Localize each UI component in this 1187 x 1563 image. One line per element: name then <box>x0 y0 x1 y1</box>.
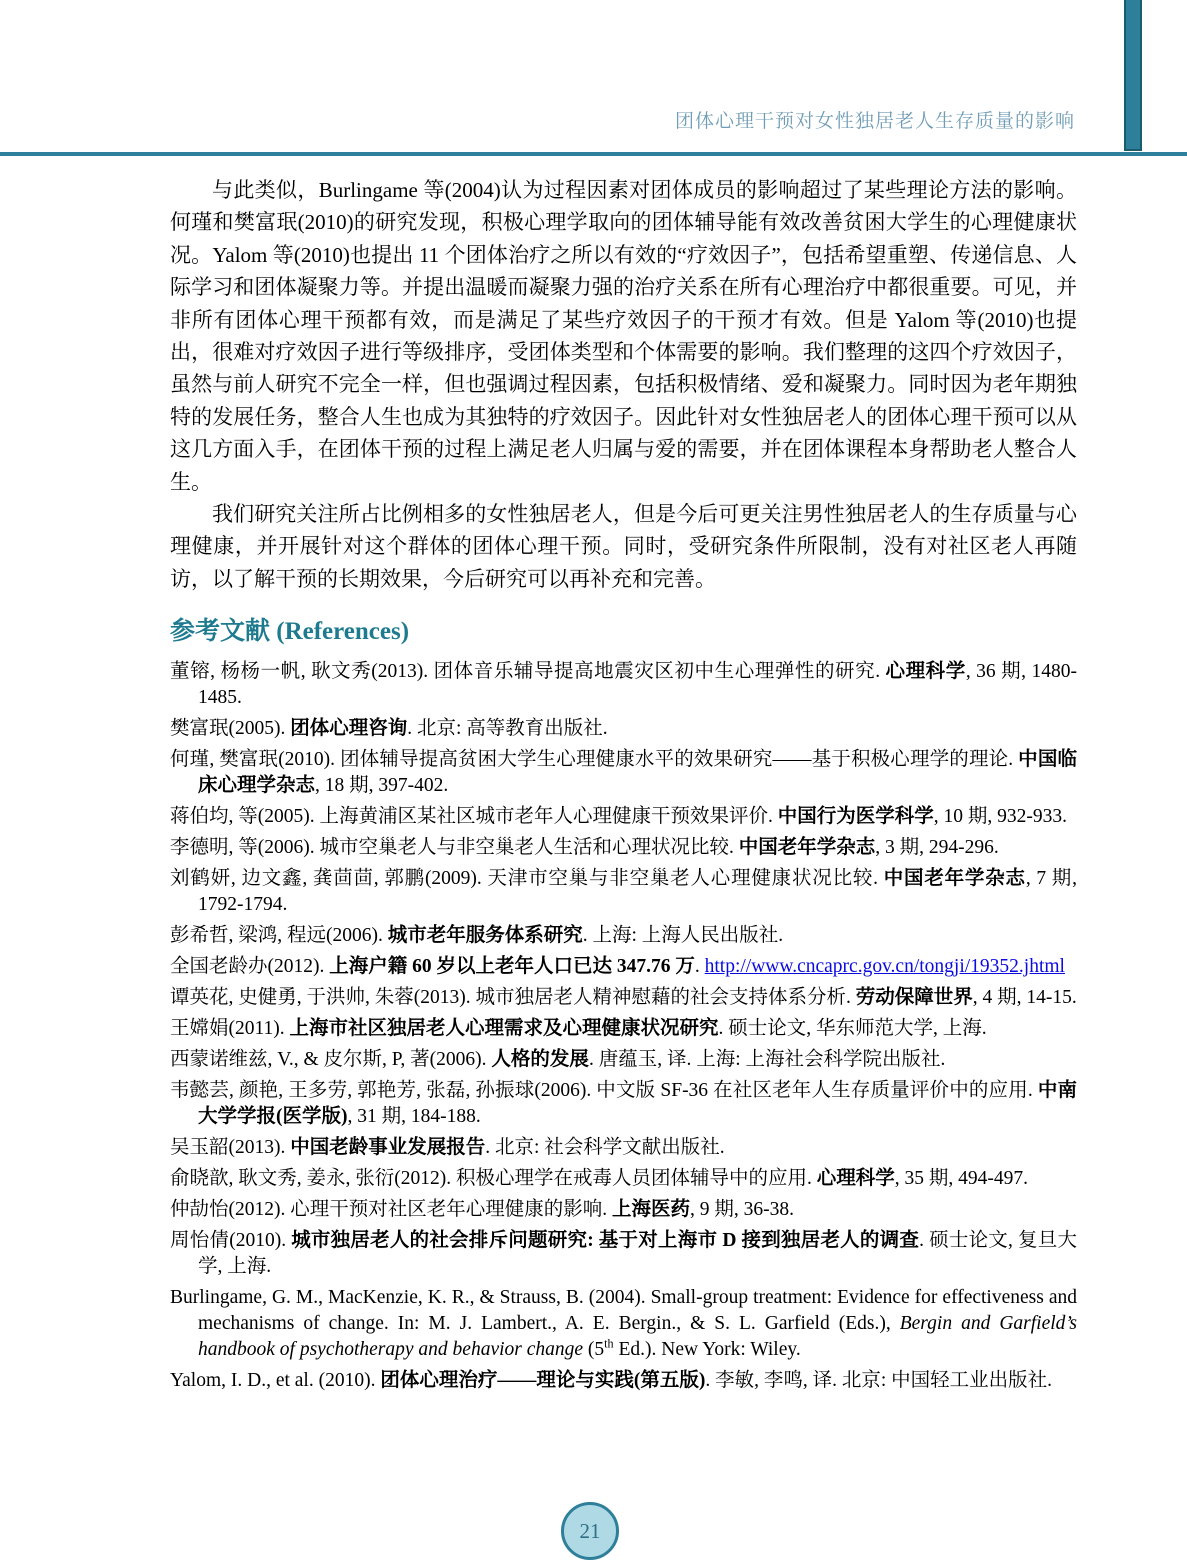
reference-text: 西蒙诺维兹, V., & 皮尔斯, P, 著(2006). <box>170 1049 492 1071</box>
body-paragraph-2: 我们研究关注所占比例相多的女性独居老人，但是今后可更关注男性独居老人的生存质量与心理健康，并开展针对这个群体的团体心理干预。同时，受研究条件所限制，没有对社区老人再随访，以了解干预的长期效果，今后研究可以再补充和完善。 <box>170 502 1077 591</box>
reference-text: 中国老年学杂志 <box>883 868 1026 890</box>
reference-text: 王嫦娟(2011). <box>170 1018 290 1040</box>
reference-text: . 北京: 高等教育出版社. <box>407 718 608 740</box>
reference-item <box>170 1166 1077 1192</box>
reference-item <box>170 1285 1077 1363</box>
page-number-badge <box>561 1502 619 1560</box>
reference-item <box>170 923 1077 949</box>
reference-text: 心理科学 <box>816 1168 895 1190</box>
reference-text: , 35 期, 494-497. <box>894 1168 1029 1190</box>
reference-text: , 3 期, 294-296. <box>875 837 999 859</box>
reference-item <box>170 659 1077 711</box>
reference-text: 李德明, 等(2006). 城市空巢老人与非空巢老人生活和心理状况比较. <box>170 837 739 859</box>
page-content <box>170 174 1077 1399</box>
header-divider-rule <box>0 152 1187 156</box>
reference-text: 中南大学学报(医学版) <box>198 1080 1077 1128</box>
reference-text: 心理科学 <box>885 661 966 683</box>
reference-text: 中国老龄事业发展报告 <box>290 1137 486 1159</box>
reference-text: 城市老年服务体系研究 <box>387 925 583 947</box>
reference-item <box>170 835 1077 861</box>
reference-text: 全国老龄办(2012). <box>170 956 330 978</box>
reference-item <box>170 985 1077 1011</box>
reference-item <box>170 804 1077 830</box>
reference-text: (5 <box>583 1339 605 1361</box>
reference-text: 谭英花, 史健勇, 于洪帅, 朱蓉(2013). 城市独居老人精神慰藉的社会支持体系分析. <box>170 987 856 1009</box>
reference-text: 彭希哲, 梁鸿, 程远(2006). <box>170 925 388 947</box>
reference-text: 董镕, 杨杨一帆, 耿文秀(2013). 团体音乐辅导提高地震灾区初中生心理弹性的研究. <box>170 661 886 683</box>
reference-text: Bergin and Garfield’s handbook of psychotherapy and behavior change <box>198 1313 1077 1361</box>
reference-text: 中国老年学杂志 <box>738 837 876 859</box>
reference-link[interactable]: http://www.cncaprc.gov.cn/tongji/19352.jhtml <box>704 956 1065 978</box>
page-number: 21 <box>579 1518 601 1543</box>
reference-text: 上海市社区独居老人心理需求及心理健康状况研究 <box>289 1018 719 1040</box>
reference-item <box>170 1016 1077 1042</box>
reference-text: , 10 期, 932-933. <box>933 806 1068 828</box>
reference-text: 中国临床心理学杂志 <box>198 749 1077 797</box>
references-list <box>170 659 1077 1394</box>
reference-text-superscript: th <box>604 1336 614 1351</box>
reference-text: , 9 期, 36-38. <box>690 1199 795 1221</box>
reference-text: 刘鹤妍, 边文鑫, 龚茴茴, 郭鹏(2009). 天津市空巢与非空巢老人心理健康状况比较. <box>170 868 884 890</box>
references-heading: 参考文献 (References) <box>170 618 410 646</box>
body-paragraph-1: 与此类似，Burlingame 等(2004)认为过程因素对团体成员的影响超过了某些理论方法的影响。何瑾和樊富珉(2010)的研究发现，积极心理学取向的团体辅导能有效改善贫困大学生的心理健康状况。Yalom 等(2010)也提出 11 个团体治疗之所以有效的“疗效因子”，包括希望重塑、传递信息、人际学习和团体凝聚力等。并提出温暖而凝聚力强的治疗关系在所有心理治疗中都很重要。可见，并非所有团体心理干预都有效，而是满足了某些疗效因子的干预才有效。但是 Yalom 等(2010)也提出，很难对疗效因子进行等级排序，受团体类型和个体需要的影响。我们整理的这四个疗效因子，虽然与前人研究不完全一样，但也强调过程因素，包括积极情绪、爱和凝聚力。同时因为老年期独特的发展任务，整合人生也成为其独特的疗效因子。因此针对女性独居老人的团体心理干预可以从这几方面入手，在团体干预的过程上满足老人归属与爱的需要，并在团体课程本身帮助老人整合人生。 <box>170 178 1077 494</box>
reference-text: 何瑾, 樊富珉(2010). 团体辅导提高贫困大学生心理健康水平的效果研究——基于积极心理学的理论. <box>170 749 1019 771</box>
reference-text: 团体心理治疗——理论与实践(第五版) <box>380 1370 706 1392</box>
reference-item <box>170 1197 1077 1223</box>
reference-text: 蒋伯均, 等(2005). 上海黄浦区某社区城市老年人心理健康干预效果评价. <box>170 806 778 828</box>
page-corner-bar <box>1124 0 1142 151</box>
reference-text: 城市独居老人的社会排斥问题研究: 基于对上海市 D 接到独居老人的调查 <box>291 1230 920 1252</box>
reference-text: 中国行为医学科学 <box>777 806 934 828</box>
reference-text: . 上海: 上海人民出版社. <box>582 925 784 947</box>
running-head-title: 团体心理干预对女性独居老人生存质量的影响 <box>674 111 1075 132</box>
reference-text: 周怡倩(2010). <box>170 1230 292 1252</box>
reference-text: 仲劼怡(2012). 心理干预对社区老年心理健康的影响. <box>170 1199 612 1221</box>
reference-item <box>170 1135 1077 1161</box>
reference-text: 上海户籍 60 岁以上老年人口已达 347.76 万 <box>329 956 695 978</box>
reference-item <box>170 716 1077 742</box>
reference-item <box>170 866 1077 918</box>
reference-text: . 李敏, 李鸣, 译. 北京: 中国轻工业出版社. <box>705 1370 1053 1392</box>
reference-text: Burlingame, G. M., MacKenzie, K. R., & Strauss, B. (2004). Small-group treatment: Evidence for effectiveness and mechanisms of change. In: M. J. Lambert., A. E. Bergin., & S. L. Garfield (Eds.), <box>170 1287 1077 1335</box>
reference-text: 团体心理咨询 <box>290 718 408 740</box>
reference-text: 吴玉韶(2013). <box>170 1137 291 1159</box>
reference-text: . 硕士论文, 复旦大学, 上海. <box>198 1230 1077 1278</box>
reference-item <box>170 954 1077 980</box>
reference-text: , 4 期, 14-15. <box>972 987 1077 1009</box>
reference-text: , 7 期, 1792-1794. <box>198 868 1077 916</box>
reference-text: . 硕士论文, 华东师范大学, 上海. <box>718 1018 987 1040</box>
reference-text: 俞晓歆, 耿文秀, 姜永, 张衍(2012). 积极心理学在戒毒人员团体辅导中的应用. <box>170 1168 817 1190</box>
reference-text: 韦懿芸, 颜艳, 王多劳, 郭艳芳, 张磊, 孙振球(2006). 中文版 SF-36 在社区老年人生存质量评价中的应用. <box>170 1080 1038 1102</box>
reference-text: , 31 期, 184-188. <box>347 1106 481 1128</box>
reference-item <box>170 1368 1077 1394</box>
reference-text: , 18 期, 397-402. <box>315 775 449 797</box>
reference-item <box>170 747 1077 799</box>
reference-item <box>170 1047 1077 1073</box>
reference-text: . 唐蕴玉, 译. 上海: 上海社会科学院出版社. <box>588 1049 946 1071</box>
reference-item <box>170 1078 1077 1130</box>
reference-text: Ed.). New York: Wiley. <box>613 1339 801 1361</box>
reference-item <box>170 1228 1077 1280</box>
reference-text: 劳动保障世界 <box>855 987 973 1009</box>
reference-text: 上海医药 <box>612 1199 691 1221</box>
reference-text: , 36 期, 1480-1485. <box>198 661 1077 709</box>
reference-text: Yalom, I. D., et al. (2010). <box>170 1370 381 1392</box>
reference-text: 人格的发展 <box>491 1049 589 1071</box>
reference-text: . <box>694 956 705 978</box>
reference-text: . 北京: 社会科学文献出版社. <box>485 1137 725 1159</box>
reference-text: 樊富珉(2005). <box>170 718 291 740</box>
